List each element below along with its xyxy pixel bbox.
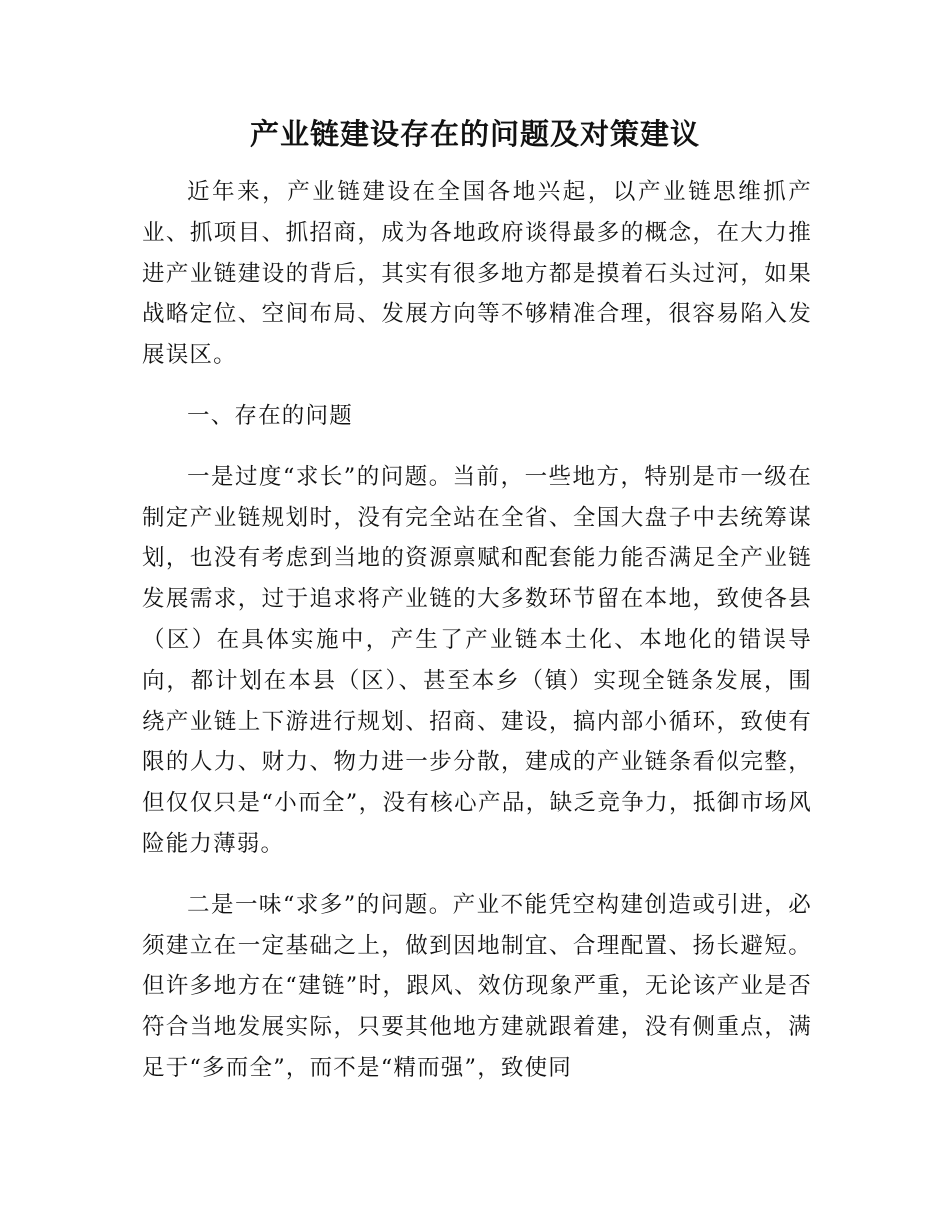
document-title: 产业链建设存在的问题及对策建议	[249, 117, 700, 151]
document-body	[142, 172, 812, 1089]
intro-paragraph: 近年来，产业链建设在全国各地兴起，以产业链思维抓产业、抓项目、抓招商，成为各地政府谈得最多的概念，在大力推进产业链建设的背后，其实有很多地方都是摸着石头过河，如果战略定位、空间布局、发展方向等不够精准合理，很容易陷入发展误区。	[142, 179, 812, 369]
paragraph-problem-1: 一是过度“求长”的问题。当前，一些地方，特别是市一级在制定产业链规划时，没有完全站在全省、全国大盘子中去统筹谋划，也没有考虑到当地的资源禀赋和配套能力能否满足全产业链发展需求，过于追求将产业链的大多数环节留在本地，致使各县（区）在具体实施中，产生了产业链本土化、本地化的错误导向，都计划在本县（区）、甚至本乡（镇）实现全链条发展，围绕产业链上下游进行规划、招商、建设，搞内部小循环，致使有限的人力、财力、物力进一步分散，建成的产业链条看似完整，但仅仅只是“小而全”，没有核心产品，缺乏竞争力，抵御市场风险能力薄弱。	[142, 463, 812, 857]
paragraph-problem-2: 二是一味“求多”的问题。产业不能凭空构建创造或引进，必须建立在一定基础之上，做到因地制宜、合理配置、扬长避短。但许多地方在“建链”时，跟风、效仿现象严重，无论该产业是否符合当地发展实际，只要其他地方建就跟着建，没有侧重点，满足于“多而全”，而不是“精而强”，致使同	[142, 891, 812, 1081]
section-heading-problems: 一、存在的问题	[187, 402, 353, 429]
